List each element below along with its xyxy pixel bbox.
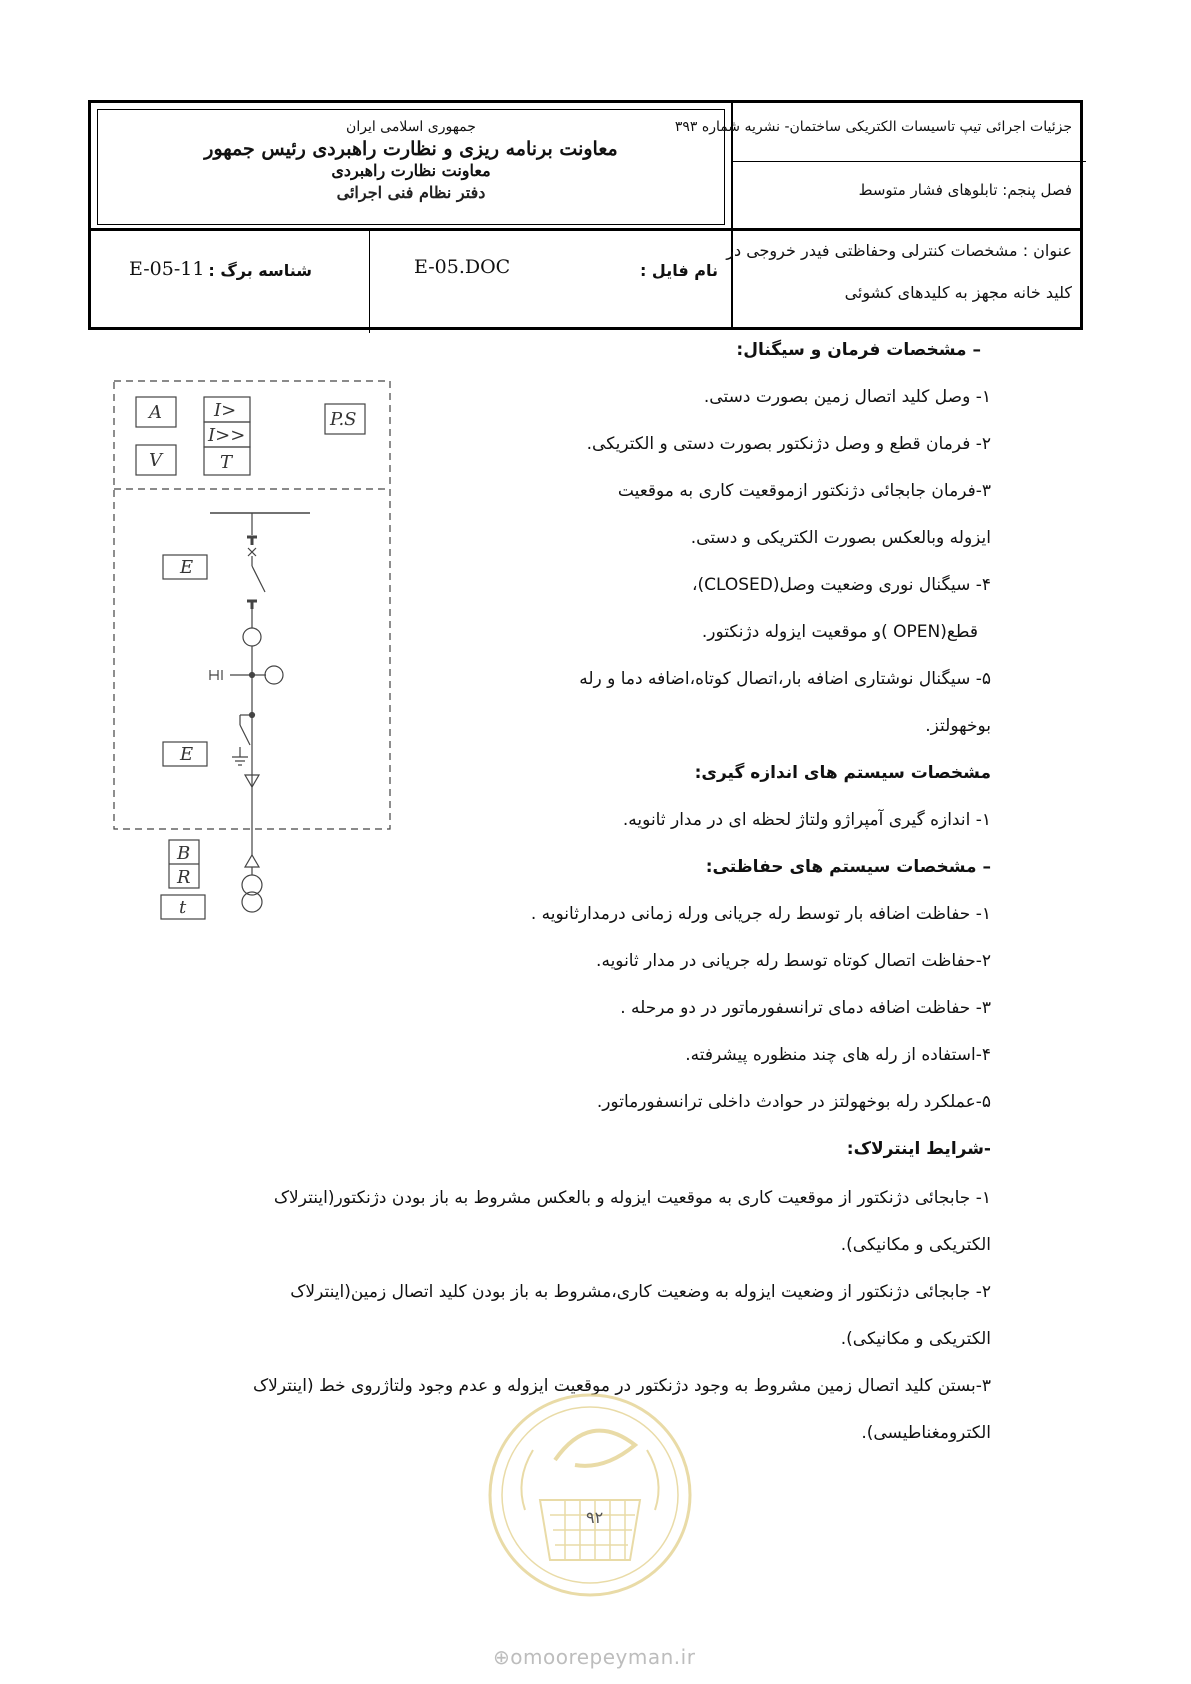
file-label: نام فایل : [639, 261, 718, 280]
divider-bottom [369, 228, 370, 333]
organization-box [97, 109, 725, 225]
voltmeter-label: V [149, 450, 162, 471]
divider-horizontal [91, 228, 1080, 231]
interlock-3-line-1: ۳-بستن کلید اتصال زمین مشروط به وجود دژنکتور در موقعیت ایزوله و عدم وجود ولتاژروی خط (اینترلاک [252, 1376, 991, 1396]
page-number: ۹۲ [586, 1508, 604, 1527]
interlock-item-2 [111, 1269, 991, 1363]
website-watermark [493, 1645, 695, 1669]
s1-item-5: ۴- سیگنال نوری وضعیت وصل(CLOSED)، [691, 575, 991, 595]
s1-item-4: ایزوله وبالعکس بصورت الکتریکی و دستی. [690, 528, 991, 548]
ammeter-label: A [149, 402, 162, 423]
s1-item-7: ۵- سیگنال نوشتاری اضافه بار،اتصال کوتاه،اضافه دما و رله [579, 669, 991, 689]
title-line-1: عنوان : مشخصات کنترلی وحفاظتی فیدر خروجی در [726, 241, 1072, 260]
interlock-2-line-1: ۲- جابجائی دژنکتور از وضعیت ایزوله به وضعیت کاری،مشروط به باز بودن کلید اتصال زمین(اینترلاک [290, 1282, 991, 1302]
s1-item-6: قطع(OPEN )و موقعیت ایزوله دژنکتور. [701, 622, 978, 642]
interlock-1-line-2: الکتریکی و مکانیکی). [840, 1235, 991, 1255]
divider-right-top [731, 161, 1086, 162]
s3-item-5: ۵-عملکرد رله بوخهولتز در حوادث داخلی ترانسفورماتور. [596, 1092, 991, 1112]
e2-label: E [180, 744, 194, 765]
header-table [88, 100, 1083, 330]
interlock-item-1 [111, 1175, 991, 1269]
s1-item-3: ۳-فرمان جابجائی دژنکتور ازموقعیت کاری به موقعیت [617, 481, 991, 501]
interlock-2-line-2: الکتریکی و مکانیکی). [840, 1329, 991, 1349]
s3-item-2: ۲-حفاظت اتصال کوتاه توسط رله جریانی در مدار ثانویه. [596, 951, 991, 971]
s3-item-1: ۱- حفاظت اضافه بار توسط رله جریانی ورله زمانی درمدارثانویه . [530, 904, 991, 924]
title-line-2: کلید خانه مجهز به کلیدهای کشوئی [844, 283, 1072, 302]
file-value: E-05.DOC [414, 256, 511, 278]
t-label: t [179, 897, 187, 918]
org-line-3: معاونت نظارت راهبردی [331, 161, 491, 180]
s2-item-1: ۱- اندازه گیری آمپراژو ولتاژ لحظه ای در مدار ثانویه. [622, 810, 991, 830]
r-label: R [177, 867, 191, 888]
s3-item-4: ۴-استفاده از رله های چند منظوره پیشرفته. [685, 1045, 991, 1065]
relay2-label: I>> [208, 425, 246, 446]
globe-icon: ⊕ [493, 1645, 511, 1669]
ps-label: P.S [330, 409, 357, 430]
org-line-4: دفتر نظام فنی اجرائی [336, 183, 486, 202]
section4-heading: -شرایط اینترلاک: [846, 1139, 991, 1159]
org-line-1: جمهوری اسلامی ایران [346, 119, 476, 135]
section2-heading: مشخصات سیستم های اندازه گیری: [694, 763, 991, 783]
interlock-1-line-1: ۱- جابجائی دژنکتور از موقعیت کاری به موقعیت ایزوله و بالعکس مشروط به باز بودن دژنکتور(اینترلاک [273, 1188, 991, 1208]
b-label: B [177, 843, 191, 864]
relay1-label: I> [214, 400, 237, 421]
publication-text: جزئیات اجرائی تیپ تاسیسات الکتریکی ساختمان- نشریه شماره ۳۹۳ [674, 119, 1072, 135]
org-line-2: معاونت برنامه ریزی و نظارت راهبردی رئیس جمهور [204, 138, 618, 160]
divider-vertical [731, 103, 733, 327]
website-text: omoorepeyman.ir [510, 1645, 696, 1669]
s1-item-1: ۱- وصل کلید اتصال زمین بصورت دستی. [703, 387, 991, 407]
watermark-seal [485, 1390, 695, 1600]
e1-label: E [180, 557, 194, 578]
sheet-value: E-05-11 [129, 258, 205, 280]
s1-item-8: بوخهولتز. [925, 716, 991, 736]
s3-item-3: ۳- حفاظت اضافه دمای ترانسفورماتور در دو مرحله . [620, 998, 991, 1018]
section3-heading: – مشخصات سیستم های حفاظتی: [705, 857, 991, 877]
s1-item-2: ۲- فرمان قطع و وصل دژنکتور بصورت دستی و الکتریکی. [586, 434, 991, 454]
chapter-text: فصل پنجم: تابلوهای فشار متوسط [858, 181, 1072, 199]
single-line-diagram [100, 375, 400, 935]
interlock-3-line-2: الکترومغناطیسی). [861, 1423, 991, 1443]
relay-t-label: T [220, 452, 233, 473]
sheet-label: شناسه برگ : [208, 261, 312, 280]
section1-heading: – مشخصات فرمان و سیگنال: [736, 340, 981, 360]
